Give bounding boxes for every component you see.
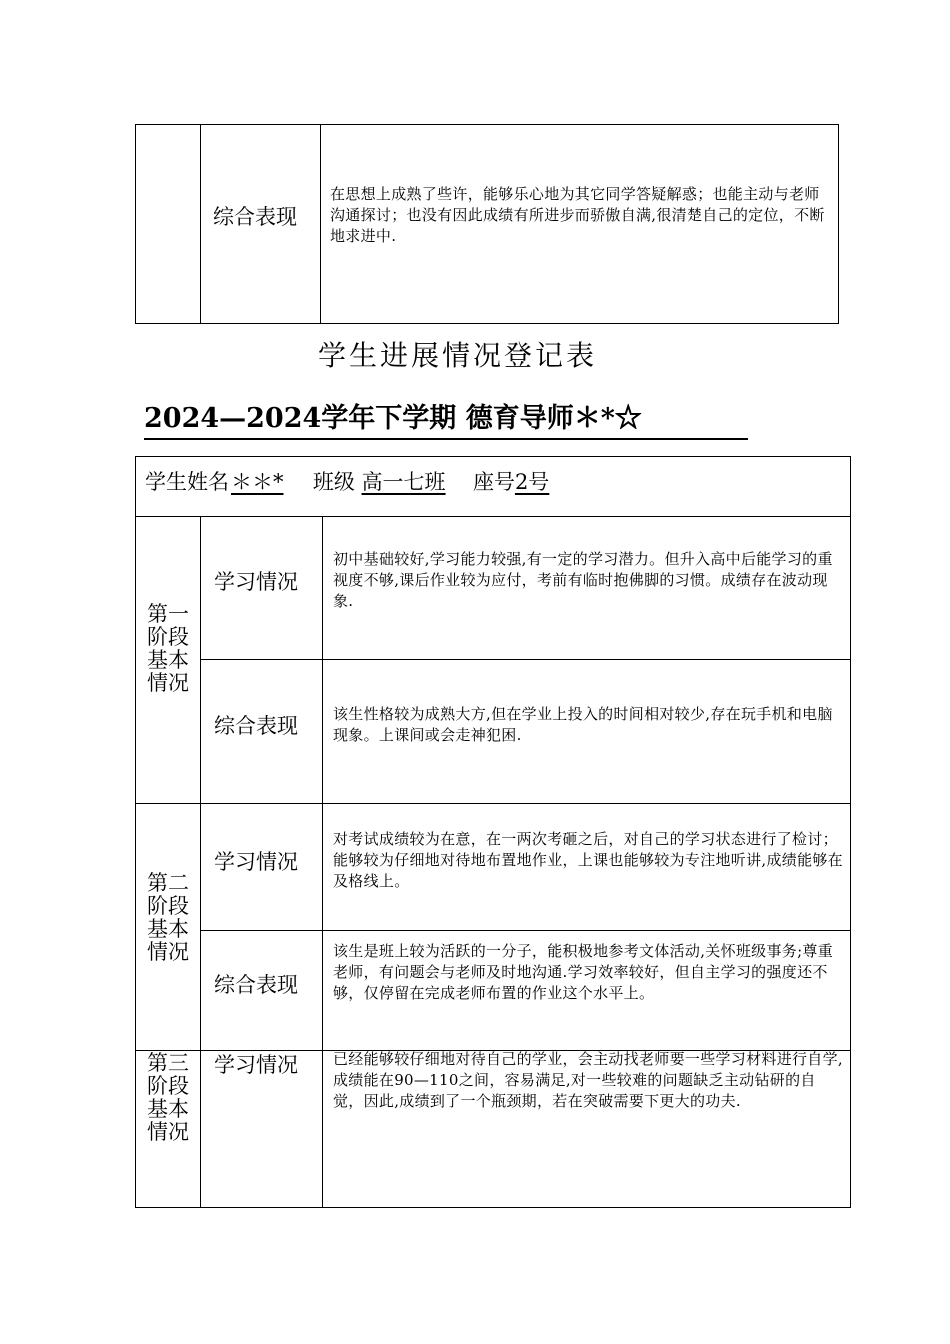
page-subtitle: 2024—2024学年下学期 德育导师＊*☆ — [144, 396, 748, 440]
name-label: 学生姓名 — [145, 470, 229, 494]
stage-1-study-label: 学习情况 — [214, 570, 298, 594]
stage-1-study-text: 初中基础较好,学习能力较强,有一定的学习潜力。但升入高中后能学习的重视度不够,课后作业较为应付，考前有临时抱佛脚的习惯。成绩存在波动现象. — [333, 550, 833, 610]
class-value: 高一七班 — [361, 470, 446, 494]
stage-3-study-text: 已经能够较仔细地对待自己的学业，会主动找老师要一些学习材料进行自学,成绩能在90—110之间，容易满足,对一些较难的问题缺乏主动钻研的自觉，因此,成绩到了一个瓶颈期，若在突破需要下更大的功夫. — [333, 1050, 843, 1110]
stage-2-overall-text: 该生是班上较为活跃的一分子，能积极地参考文体活动,关怀班级事务;尊重老师，有问题会与老师及时地沟通.学习效率较好，但自主学习的强度还不够，仅停留在完成老师布置的作业这个水平上。 — [333, 942, 834, 1002]
seat-value: 2号 — [514, 470, 550, 494]
stage-3-label: 第三阶段基本情况 — [147, 1051, 189, 1144]
stage-1-overall-label: 综合表现 — [214, 714, 298, 738]
overall-label: 综合表现 — [213, 205, 297, 229]
stage-1-label: 第一阶段基本情况 — [147, 602, 189, 695]
stage-2-overall-label: 综合表现 — [214, 973, 298, 997]
stage-3-study-label: 学习情况 — [214, 1053, 298, 1077]
student-info-row — [145, 466, 549, 496]
stage-2-study-label: 学习情况 — [214, 850, 298, 874]
page-title: 学生进展情况登记表 — [318, 339, 598, 372]
overall-text: 在思想上成熟了些许，能够乐心地为其它同学答疑解惑；也能主动与老师沟通探讨；也没有因此成绩有所进步而骄傲自满,很清楚自己的定位，不断地求进中. — [330, 185, 825, 245]
stage-1-overall-text: 该生性格较为成熟大方,但在学业上投入的时间相对较少,存在玩手机和电脑现象。上课间或会走神犯困. — [333, 705, 833, 744]
stage-2-study-text: 对考试成绩较为在意，在一两次考砸之后，对自己的学习状态进行了检讨；能够较为仔细地对待地布置地作业，上课也能够较为专注地听讲,成绩能够在及格线上。 — [333, 830, 843, 890]
stage-2-label: 第二阶段基本情况 — [147, 871, 189, 964]
class-label: 班级 — [312, 470, 355, 494]
name-value: ＊＊* — [231, 470, 284, 494]
seat-label: 座号 — [472, 470, 515, 494]
